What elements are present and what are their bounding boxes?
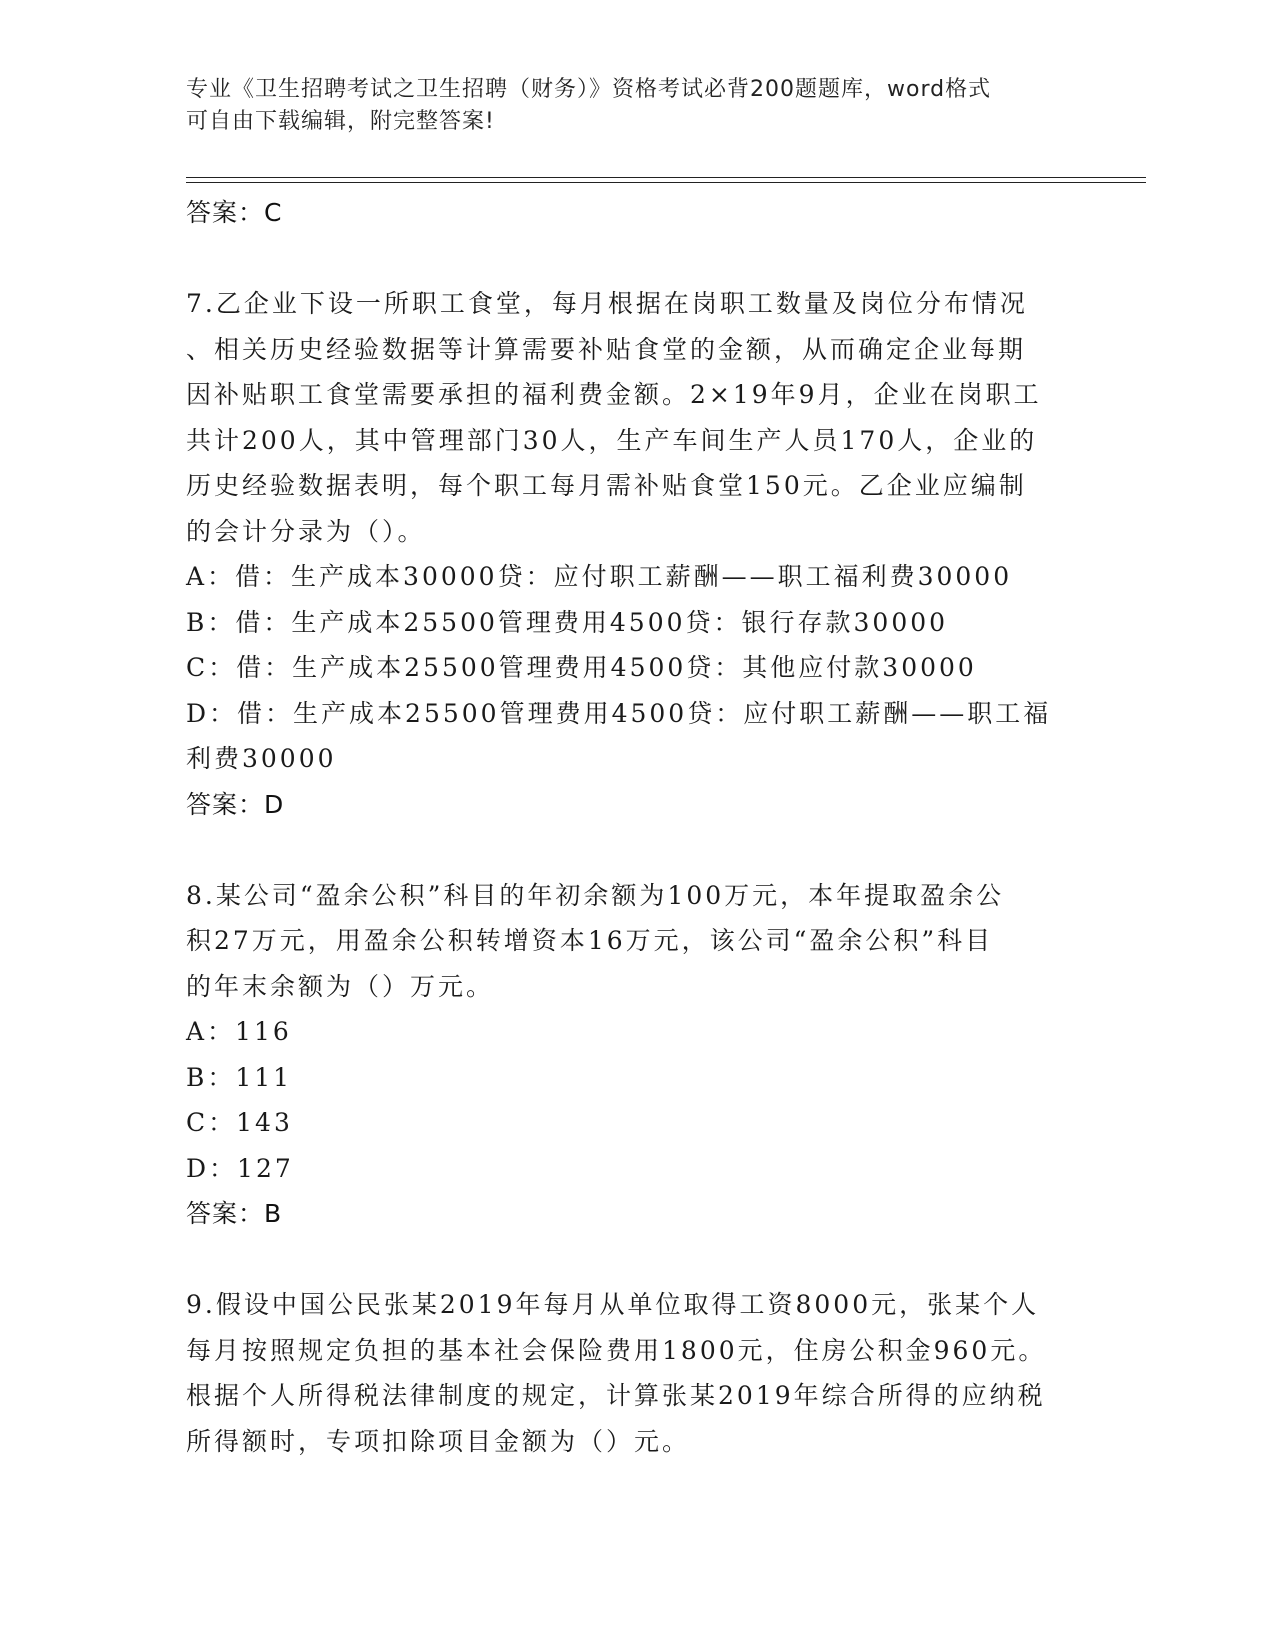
option-d-continued: 利费30000 [186, 744, 337, 773]
option-b: B：111 [186, 1062, 293, 1092]
question-text-line: 每月按照规定负担的基本社会保险费用1800元，住房公积金960元。 [186, 1335, 1047, 1365]
question-text-line: 根据个人所得税法律制度的规定，计算张某2019年综合所得的应纳税 [186, 1381, 1046, 1410]
question-text-line: 积27万元，用盈余公积转增资本16万元，该公司“盈余公积”科目 [186, 926, 994, 955]
answer-8: 答案：B [186, 1199, 283, 1228]
header-line: 专业《卫生招聘考试之卫生招聘（财务）》资格考试必背200题题库，word格式 [186, 77, 992, 102]
header-divider-top [186, 177, 1146, 178]
question-8 [186, 873, 1086, 1238]
header-line: 可自由下载编辑，附完整答案! [186, 109, 495, 134]
option-d: D：借：生产成本25500管理费用4500贷：应付职工薪酬——职工福 [186, 698, 1052, 728]
option-b: B：借：生产成本25500管理费用4500贷：银行存款30000 [186, 607, 949, 637]
question-text-line: 共计200人，其中管理部门30人，生产车间生产人员170人，企业的 [186, 425, 1038, 455]
question-text-line: 历史经验数据表明，每个职工每月需补贴食堂150元。乙企业应编制 [186, 471, 1027, 500]
previous-answer: 答案：C [186, 198, 283, 227]
document-header [186, 74, 1066, 138]
question-text-line: 所得额时，专项扣除项目金额为（）元。 [186, 1426, 691, 1456]
spacer [186, 828, 1086, 873]
question-text-line: 的会计分录为（）。 [186, 516, 426, 546]
option-a: A：116 [186, 1017, 292, 1046]
question-text-line: 、相关历史经验数据等计算需要补贴食堂的金额，从而确定企业每期 [186, 334, 1027, 364]
question-text-line: 因补贴职工食堂需要承担的福利费金额。2×19年9月，企业在岗职工 [186, 380, 1042, 409]
question-text-line: 8.某公司“盈余公积”科目的年初余额为100万元，本年提取盈余公 [186, 880, 1005, 910]
answer-7: 答案：D [186, 789, 285, 819]
question-list [186, 190, 1086, 1464]
header-divider-bottom [186, 182, 1146, 183]
option-c: C：143 [186, 1108, 293, 1137]
question-9 [186, 1282, 1086, 1464]
question-7 [186, 281, 1086, 828]
option-a: A：借：生产成本30000贷：应付职工薪酬——职工福利费30000 [186, 562, 1013, 591]
spacer [186, 1237, 1086, 1282]
option-d: D：127 [186, 1153, 294, 1183]
question-text-line: 的年末余额为（）万元。 [186, 971, 495, 1001]
spacer [186, 236, 1086, 281]
option-c: C：借：生产成本25500管理费用4500贷：其他应付款30000 [186, 653, 977, 682]
question-text-line: 9.假设中国公民张某2019年每月从单位取得工资8000元，张某个人 [186, 1290, 1040, 1319]
question-text-line: 7.乙企业下设一所职工食堂，每月根据在岗职工数量及岗位分布情况 [186, 289, 1028, 318]
